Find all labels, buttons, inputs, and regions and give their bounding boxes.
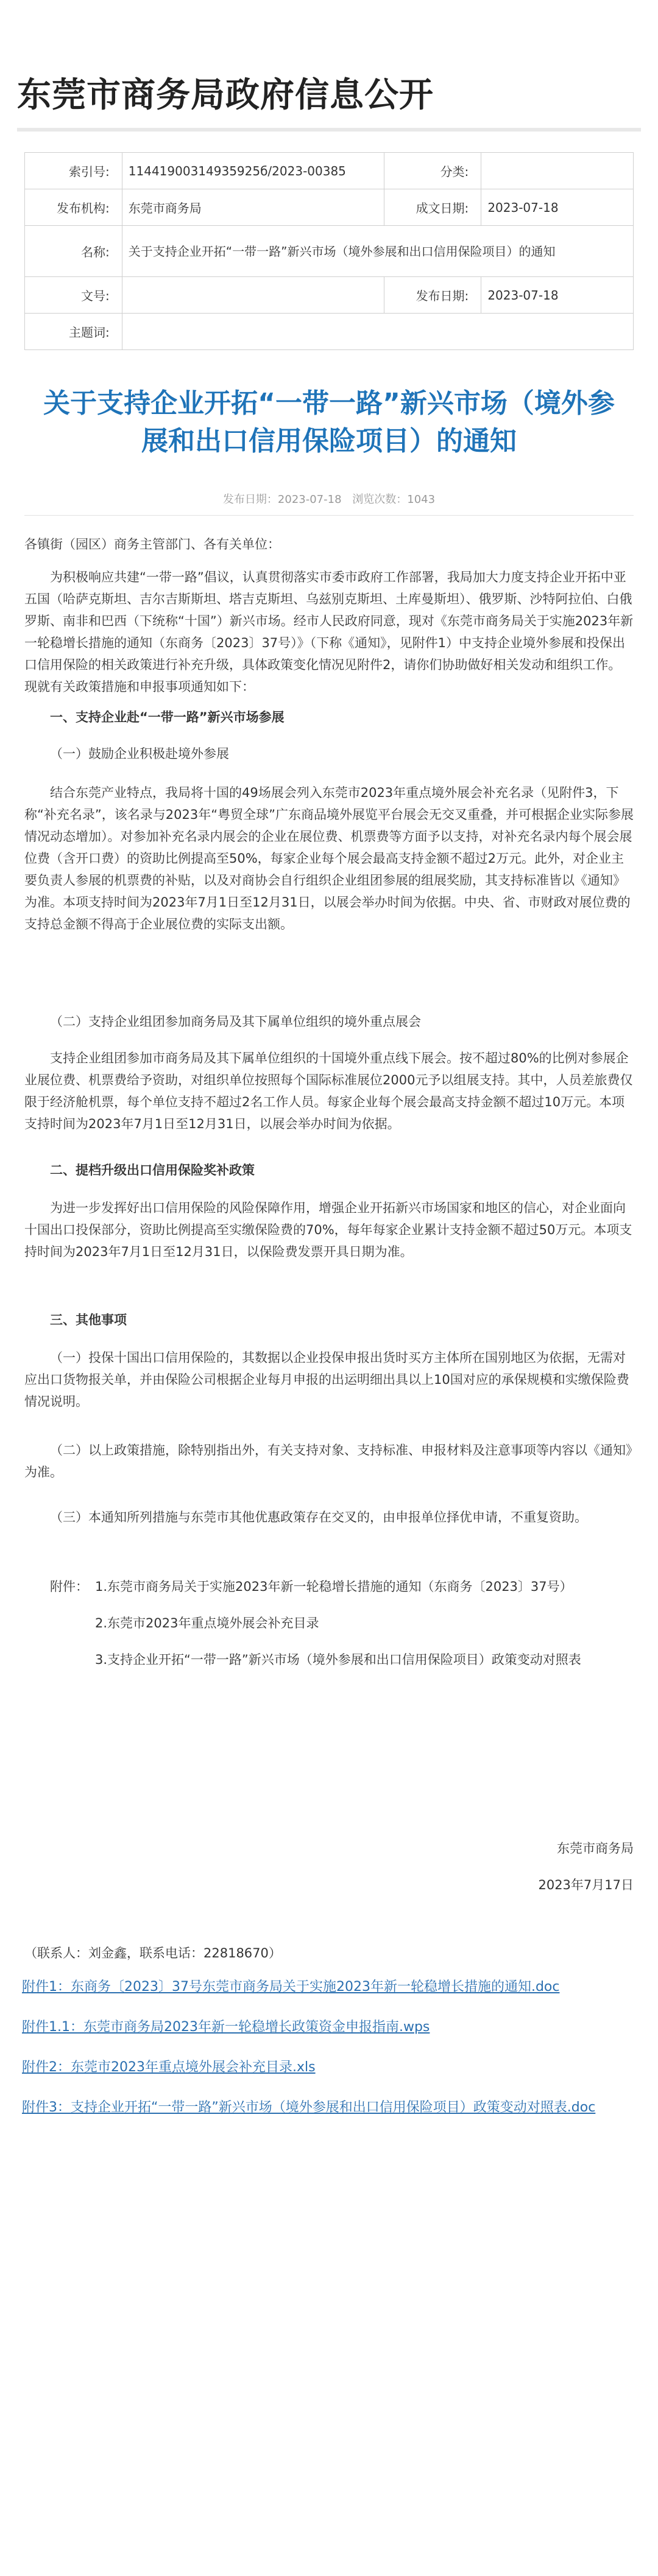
contact-info: （联系人：刘金鑫，联系电话：22818670）: [24, 1946, 281, 1960]
written-date-value: 2023-07-18: [481, 189, 634, 226]
section-3-2-paragraph: （二）以上政策措施，除特别指出外，有关支持对象、支持标准、申报材料及注意事项等内容以《通知》为准。: [24, 1443, 632, 1479]
publish-date-value: 2023-07-18: [481, 277, 634, 314]
site-title: 东莞市商务局政府信息公开: [17, 75, 434, 115]
docno-label: 文号:: [25, 277, 122, 314]
index-label: 索引号:: [25, 153, 122, 189]
attachment-list-item-2: 2.东莞市2023年重点境外展会补充目录: [95, 1616, 319, 1630]
section-1-1-paragraph: 结合东莞产业特点，我局将十国的49场展会列入东莞市2023年重点境外展会补充名录（见附件3，下称“补充名录”，该名录与2023年“粤贸全球”广东商品境外展览平台展会无交叉重叠，并可根据企业实际参展情况动态增加）。对参加补充名录内展会的企业在展位费、机票费等方面予以支持，对补充名录内每个展会展位费（含开口费）的资助比例提高至50%，每家企业每个展会最高支持金额不超过2万元。此外，对企业主要负责人参展的机票费的补贴，以及对商协会自行组织企业组团参展的组展奖励，其支持标准皆以《通知》为准。本项支持时间为2023年7月1日至12月31日，以展会举办时间为依据。中央、省、市财政对展位费的支持总金额不得高于企业展位费的实际支出额。: [24, 785, 634, 932]
publisher-value: 东莞市商务局: [122, 189, 384, 226]
section-3-3-paragraph: （三）本通知所列措施与东莞市其他优惠政策存在交叉的，由申报单位择优申请，不重复资助。: [50, 1510, 587, 1525]
doc-meta-table: [24, 152, 634, 350]
article-views: 浏览次数：1043: [352, 493, 436, 506]
section-2-paragraph: 为进一步发挥好出口信用保险的风险保障作用，增强企业开拓新兴市场国家和地区的信心，对企业面向十国出口投保部分，资助比例提高至实缴保险费的70%，每年每家企业累计支持金额不超过50万元。本项支持时间为2023年7月1日至12月31日，以保险费发票开具日期为准。: [24, 1201, 632, 1259]
section-3-1-paragraph: （一）投保十国出口信用保险的，其数据以企业投保申报出货时买方主体所在国别地区为依据，无需对应出口货物报关单，并由保险公司根据企业每月申报的出运明细出具以上10国对应的承保规模和实缴保险费情况说明。: [24, 1350, 629, 1409]
category-label: 分类:: [384, 153, 481, 189]
signature: 东莞市商务局: [557, 1841, 634, 1856]
name-label: 名称:: [25, 226, 122, 277]
attachment-link-1-1[interactable]: 附件1.1：东莞市商务局2023年新一轮稳增长政策资金申报指南.wps: [22, 2020, 430, 2035]
category-value: [481, 153, 634, 189]
section-1-1-heading: （一）鼓励企业积极赴境外参展: [50, 746, 229, 761]
article-meta: [0, 491, 658, 507]
attachment-link-3[interactable]: 附件3：支持企业开拓“一带一路”新兴市场（境外参展和出口信用保险项目）政策变动对照表.doc: [22, 2100, 596, 2115]
header-divider: [17, 128, 641, 132]
attachment-link-2[interactable]: 附件2：东莞市2023年重点境外展会补充目录.xls: [22, 2060, 316, 2075]
attachment-list-item-1: 1.东莞市商务局关于实施2023年新一轮稳增长措施的通知（东商务〔2023〕37号）: [95, 1579, 573, 1594]
name-value: 关于支持企业开拓“一带一路”新兴市场（境外参展和出口信用保险项目）的通知: [122, 226, 633, 277]
section-3-heading: 三、其他事项: [50, 1313, 127, 1327]
site-header: [0, 0, 658, 141]
publisher-label: 发布机构:: [25, 189, 122, 226]
article-title: 关于支持企业开拓“一带一路”新兴市场（境外参展和出口信用保险项目）的通知: [43, 388, 615, 457]
attachment-list-item-3: 3.支持企业开拓“一带一路”新兴市场（境外参展和出口信用保险项目）政策变动对照表: [95, 1652, 581, 1667]
intro-paragraph: 为积极响应共建“一带一路”倡议，认真贯彻落实市委市政府工作部署，我局加大力度支持企业开拓中亚五国（哈萨克斯坦、吉尔吉斯斯坦、塔吉克斯坦、乌兹别克斯坦、土库曼斯坦）、俄罗斯、沙特阿拉伯、白俄罗斯、南非和巴西（下统称“十国”）新兴市场。经市人民政府同意，现对《东莞市商务局关于实施2023年新一轮稳增长措施的通知（东商务〔2023〕37号）》（下称《通知》，见附件1）中支持企业境外参展和投保出口信用保险的相关政策进行补充升级，具体政策变化情况见附件2，请你们协助做好相关发动和组织工作。现就有关政策措施和申报事项通知如下：: [24, 570, 634, 694]
index-value: 11441900314935925б/2023-00385: [122, 153, 384, 189]
docno-value: [122, 277, 384, 314]
section-1-heading: 一、支持企业赴“一带一路”新兴市场参展: [50, 710, 285, 725]
title-divider: [24, 515, 634, 516]
publish-date-label: 发布日期:: [384, 277, 481, 314]
written-date-label: 成文日期:: [384, 189, 481, 226]
section-1-2-paragraph: 支持企业组团参加市商务局及其下属单位组织的十国境外重点线下展会。按不超过80%的比例对参展企业展位费、机票费给予资助，对组织单位按照每个国际标准展位2000元予以组展支持。其中，人员差旅费仅限于经济舱机票，每个单位支持不超过2名工作人员。每家企业每个展会最高支持金额不超过10万元。本项支持时间为2023年7月1日至12月31日，以展会举办时间为依据。: [24, 1051, 633, 1131]
attachments-label: 附件：: [50, 1579, 88, 1594]
section-1-2-heading: （二）支持企业组团参加商务局及其下属单位组织的境外重点展会: [50, 1014, 421, 1029]
attachment-link-1[interactable]: 附件1：东商务〔2023〕37号东莞市商务局关于实施2023年新一轮稳增长措施的通知.doc: [22, 1979, 560, 1995]
salutation: 各镇街（园区）商务主管部门、各有关单位：: [24, 537, 280, 552]
subject-value: [122, 314, 633, 350]
section-2-heading: 二、提档升级出口信用保险奖补政策: [50, 1163, 255, 1177]
signature-date: 2023年7月17日: [538, 1878, 634, 1892]
subject-label: 主题词:: [25, 314, 122, 350]
article-pub-date: 发布日期：2023-07-18: [222, 493, 342, 506]
